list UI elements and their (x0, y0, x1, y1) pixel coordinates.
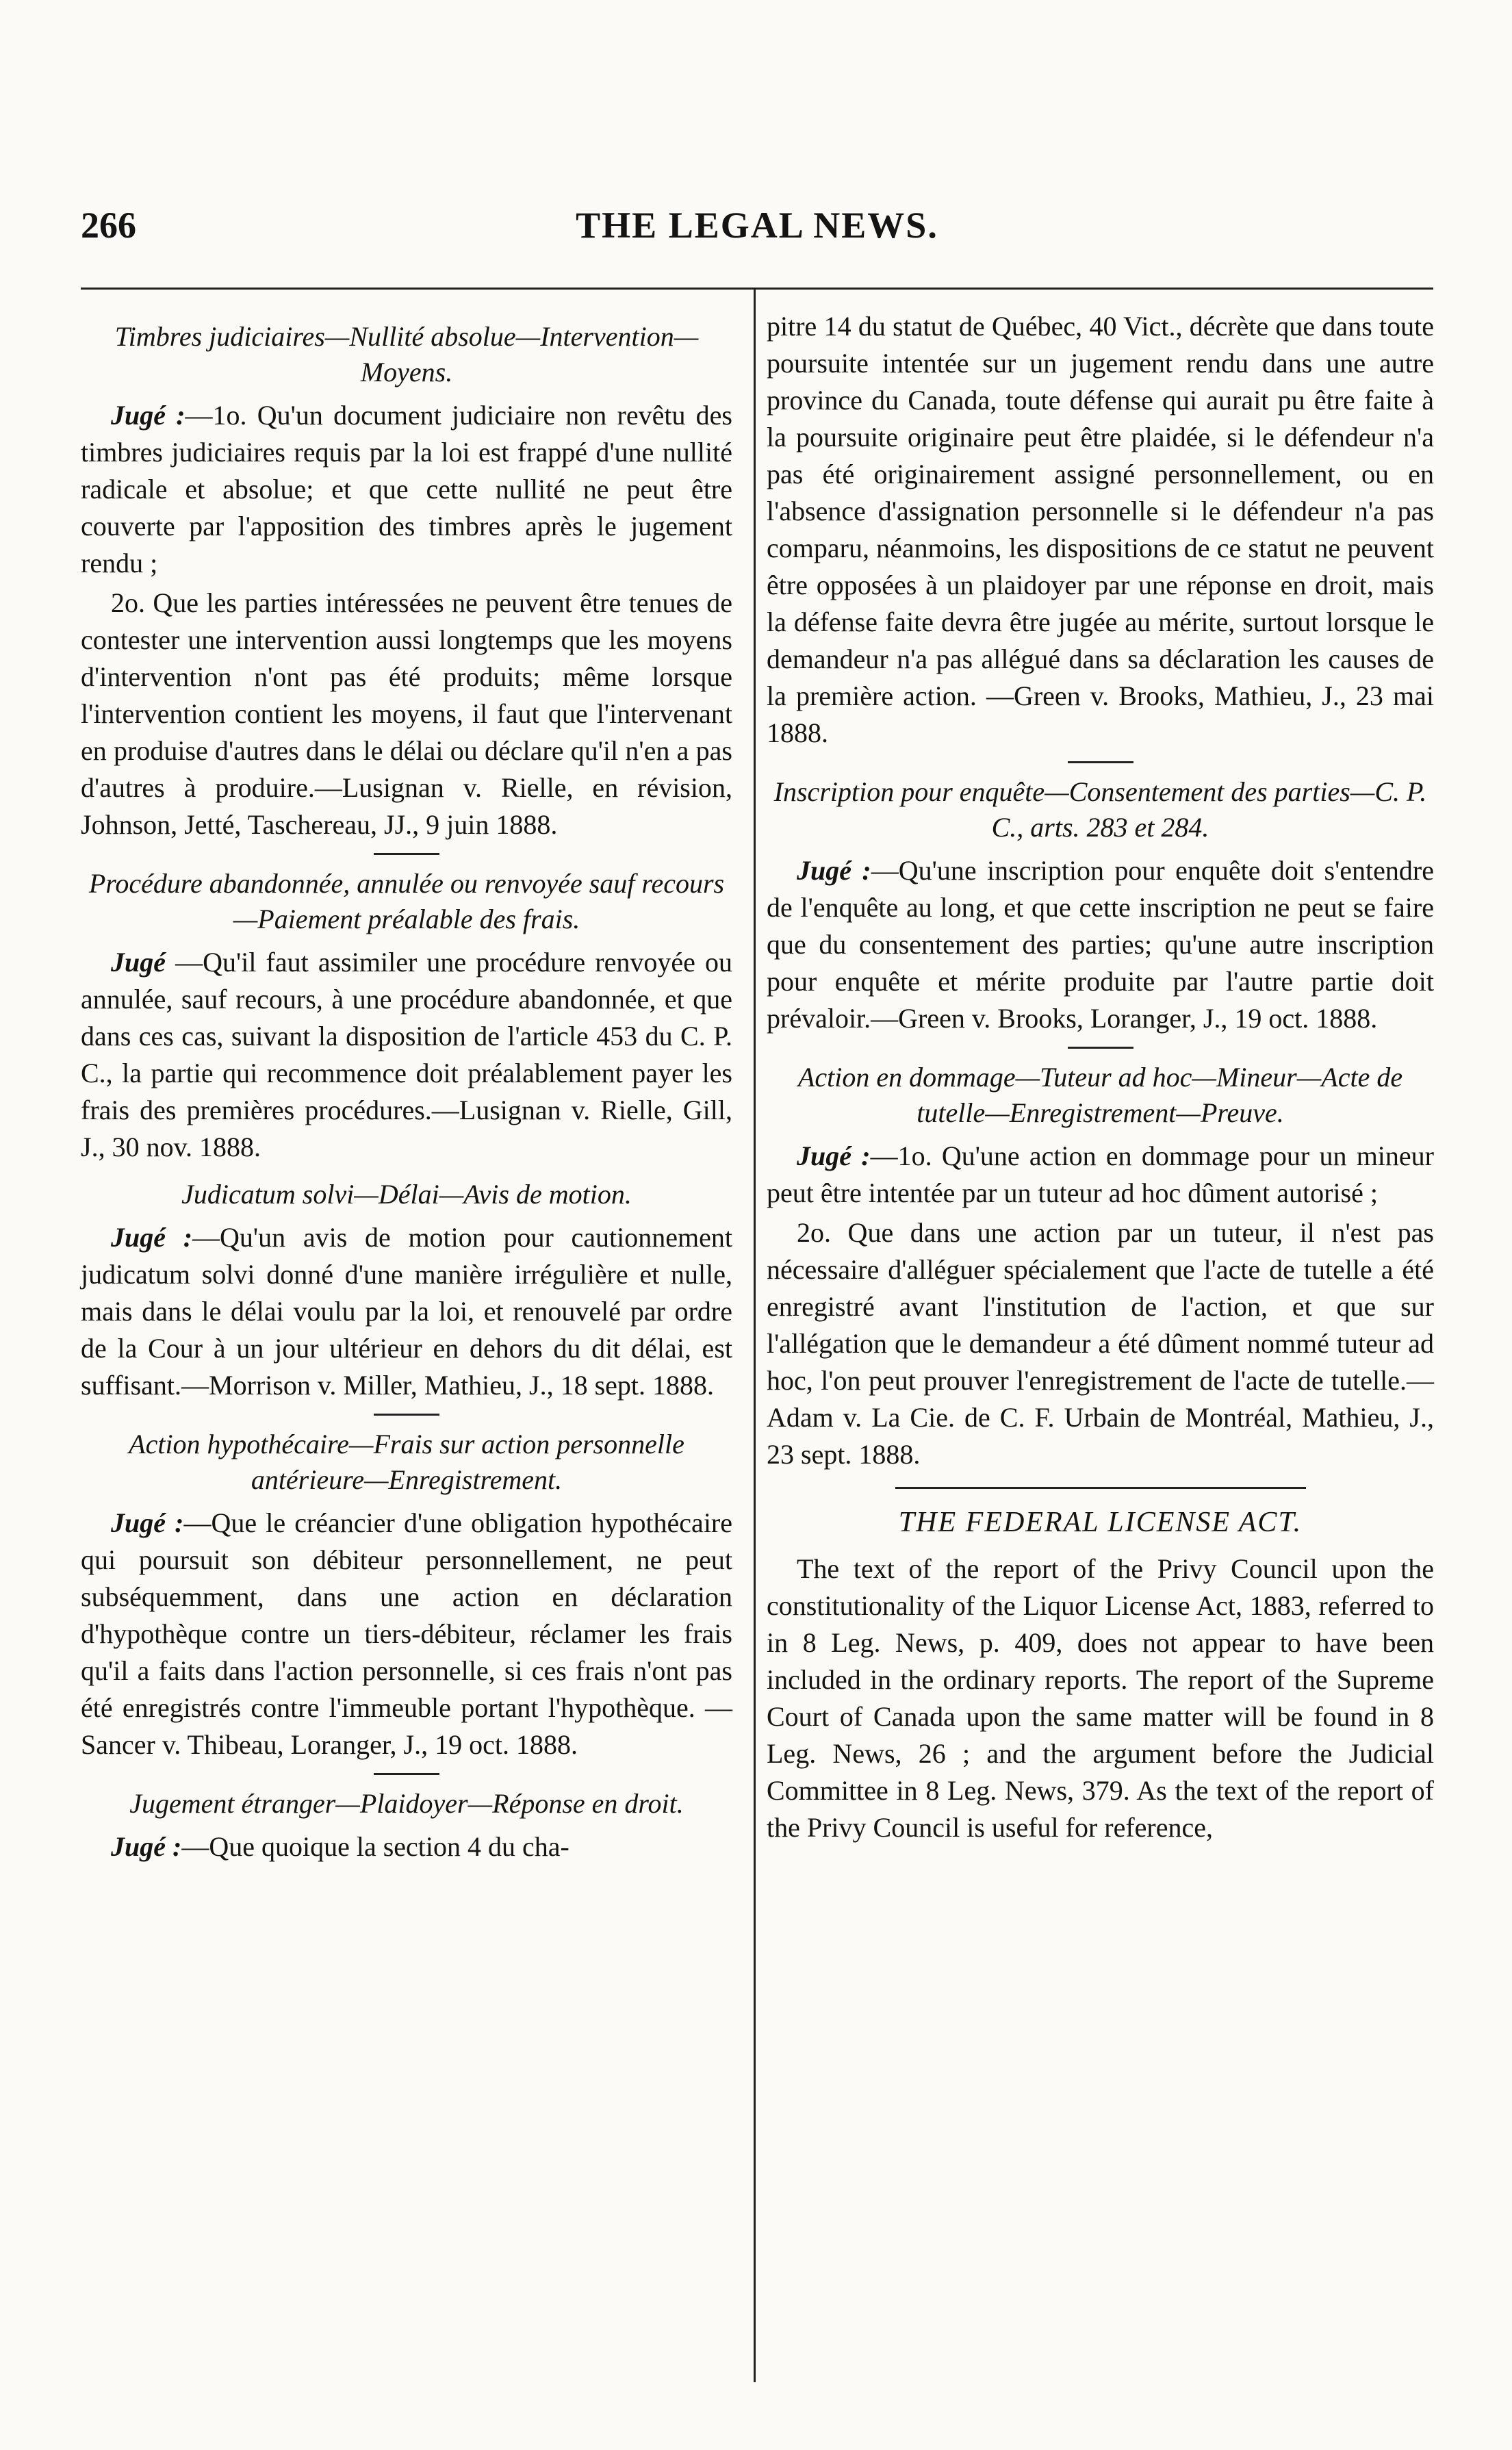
paragraph-text: —Que le créancier d'une obligation hypothécaire qui poursuit son débiteur personnellement, ne peut subséquemment, dans une action en déclaration d'hypothèque contre un tiers-débiteur, réclamer les frais qu'il a faits dans l'action personnelle, si ces frais n'ont pas été enregistrés contre l'immeuble portant l'hypothèque. — Sancer v. Thibeau, Loranger, J., 19 oct. 1888. (81, 1507, 733, 1760)
paragraph-text: —1o. Qu'une action en dommage pour un mineur peut être intentée par un tuteur ad hoc dûment autorisé ; (767, 1140, 1434, 1208)
separator-rule (1068, 761, 1133, 763)
juge-label: Jugé : (111, 1222, 193, 1253)
juge-label: Jugé : (797, 855, 871, 886)
juge-label: Jugé : (111, 400, 185, 431)
header-rule (81, 288, 1433, 290)
column-divider (754, 288, 756, 2382)
paragraph (81, 944, 732, 1166)
case-heading: Procédure abandonnée, annulée ou renvoyée sauf recours—Paiement préalable des frais. (88, 868, 725, 934)
left-column (81, 308, 732, 1868)
paragraph: pitre 14 du statut de Québec, 40 Vict., décrète que dans toute poursuite intentée sur un jugement rendu dans une autre province du Canada, toute défense qui aurait pu être faite à la poursuite originaire peut être plaidée, si le défendeur n'a pas été originairement assigné personnellement, ou en l'absence d'assignation personnelle si le défendeur n'a pas comparu, néanmoins, les dispositions de ce statut ne peuvent être opposées à un plaidoyer par une réponse en droit, mais la défense faite devra être jugée au mérite, surtout lorsque le demandeur n'a pas allégué dans sa déclaration les causes de la première action. —Green v. Brooks, Mathieu, J., 23 mai 1888. (767, 311, 1434, 748)
paragraph-text: —1o. Qu'un document judiciaire non revêtu des timbres judiciaires requis par la loi est frappé d'une nullité radicale et absolue; et que cette nullité ne peut être couverte par l'apposition des timbres après le jugement rendu ; (81, 400, 732, 578)
separator-rule (1068, 1047, 1133, 1049)
juge-label: Jugé : (797, 1140, 871, 1171)
separator-rule (374, 1414, 439, 1416)
paragraph (81, 1219, 732, 1404)
paragraph (81, 1505, 732, 1763)
paragraph: 2o. Que les parties intéressées ne peuvent être tenues de contester une intervention aussi longtemps que les moyens d'intervention n'ont pas été produits; même lorsque l'intervention contient les moyens, il faut que l'intervenant en produise d'autres dans le délai ou déclare qu'il n'en a pas d'autres à produire.—Lusignan v. Rielle, en révision, Johnson, Jetté, Taschereau, JJ., 9 juin 1888. (81, 587, 732, 840)
case-heading: Judicatum solvi—Délai—Avis de motion. (181, 1179, 632, 1210)
paragraph (81, 1828, 732, 1865)
section-separator-rule (895, 1487, 1306, 1489)
paragraph-text: —Qu'un avis de motion pour cautionnement judicatum solvi donné d'une manière irrégulière et nulle, mais dans le délai voulu par la loi, et renouvelé par ordre de la Cour à un jour ultérieur en dehors du dit délai, est suffisant.—Morrison v. Miller, Mathieu, J., 18 sept. 1888. (81, 1222, 732, 1401)
case-heading: Action en dommage—Tuteur ad hoc—Mineur—Acte de tutelle—Enregistrement—Preuve. (797, 1062, 1403, 1128)
case-heading: Timbres judiciaires—Nullité absolue—Intervention—Moyens. (114, 321, 699, 387)
case-heading: Action hypothécaire—Frais sur action personnelle antérieure—Enregistrement. (129, 1429, 684, 1495)
paragraph (767, 852, 1434, 1037)
case-heading: Jugement étranger—Plaidoyer—Réponse en droit. (129, 1788, 684, 1819)
juge-label: Jugé : (111, 1507, 184, 1538)
running-title: THE LEGAL NEWS. (576, 205, 938, 246)
paragraph: 2o. Que dans une action par un tuteur, il n'est pas nécessaire d'alléguer spécialement que l'acte de tutelle a été enregistré avant l'institution de l'action, et que sur l'allégation que le demandeur a été dûment nommé tuteur ad hoc, l'on peut prouver l'enregistrement de l'acte de tutelle.—Adam v. La Cie. de C. F. Urbain de Montréal, Mathieu, J., 23 sept. 1888. (767, 1217, 1434, 1470)
section-title: THE FEDERAL LICENSE ACT. (898, 1507, 1303, 1538)
paragraph-text: —Qu'une inscription pour enquête doit s'entendre de l'enquête au long, et que cette inscription ne peut se faire que du consentement des parties; qu'une autre inscription pour enquête et mérite produite par l'autre partie doit prévaloir.—Green v. Brooks, Loranger, J., 19 oct. 1888. (767, 855, 1434, 1034)
paragraph: The text of the report of the Privy Council upon the constitutionality of the Liquor License Act, 1883, referred to in 8 Leg. News, p. 409, does not appear to have been included in the ordinary reports. The report of the Supreme Court of Canada upon the same matter will be found in 8 Leg. News, 26 ; and the argument before the Judicial Committee in 8 Leg. News, 379. As the text of the report of the Privy Council is useful for reference, (767, 1553, 1434, 1843)
paragraph (81, 397, 732, 582)
paragraph-text: —Que quoique la section 4 du cha- (181, 1831, 569, 1862)
paragraph (767, 1138, 1434, 1212)
juge-label: Jugé (111, 947, 166, 978)
page-header (81, 204, 1433, 259)
right-column (767, 308, 1434, 1849)
page-number: 266 (81, 205, 136, 246)
separator-rule (374, 1773, 439, 1775)
juge-label: Jugé : (111, 1831, 182, 1862)
paragraph-text: —Qu'il faut assimiler une procédure renvoyée ou annulée, sauf recours, à une procédure abandonnée, et que dans ces cas, suivant la disposition de l'article 453 du C. P. C., la partie qui recommence doit préalablement payer les frais des premières procédures.—Lusignan v. Rielle, Gill, J., 30 nov. 1888. (81, 947, 732, 1162)
case-heading: Inscription pour enquête—Consentement des parties—C. P. C., arts. 283 et 284. (773, 776, 1427, 843)
separator-rule (374, 853, 439, 855)
